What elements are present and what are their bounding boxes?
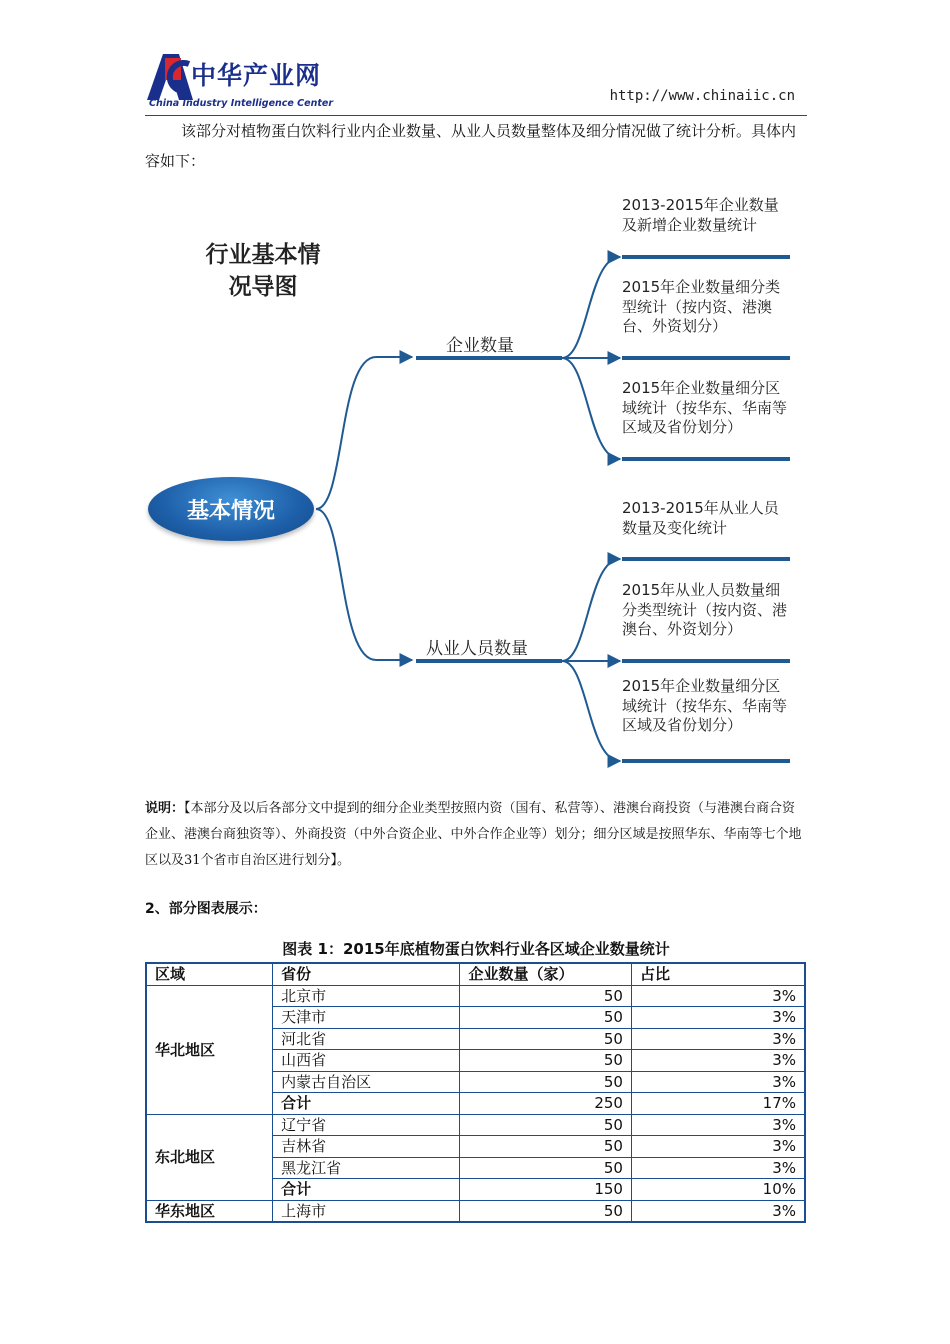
header-count: 企业数量（家） [460, 963, 632, 985]
branch-enterprise-count: 企业数量 [446, 336, 514, 356]
connector-leaf-3 [562, 358, 620, 459]
connector-root-employees [316, 509, 412, 660]
explanatory-note [145, 796, 807, 874]
table-row [146, 1114, 805, 1136]
region-cell: 华东地区 [146, 1200, 273, 1222]
logo[interactable] [145, 46, 335, 112]
province-cell: 天津市 [273, 1007, 460, 1029]
count-cell: 50 [460, 1071, 632, 1093]
region-enterprise-table [145, 962, 806, 1223]
section-heading: 2、部分图表展示： [145, 901, 267, 917]
table-header-row [146, 963, 805, 985]
count-cell: 50 [460, 1136, 632, 1158]
count-cell: 50 [460, 985, 632, 1007]
connector-leaf-4 [562, 559, 620, 661]
intro-paragraph [145, 116, 807, 176]
province-cell: 黑龙江省 [273, 1157, 460, 1179]
connector-leaf-1 [562, 257, 620, 358]
subtotal-label: 合计 [273, 1179, 460, 1201]
table-caption: 图表 1：2015年底植物蛋白饮料行业各区域企业数量统计 [282, 940, 670, 958]
count-cell: 50 [460, 1050, 632, 1072]
page-header [145, 46, 807, 116]
logo-subtitle: China Industry Intelligence Center [149, 98, 334, 109]
note-label: 说明： [145, 801, 185, 816]
leaf-enterprise-2: 2015年企业数量细分类型统计（按内资、港澳台、外资划分） [622, 278, 781, 335]
connector-root-enterprise [316, 357, 412, 509]
table-row [146, 1200, 805, 1222]
leaf-enterprise-1: 2013-2015年企业数量及新增企业数量统计 [622, 196, 779, 234]
branch-employee-count: 从业人员数量 [426, 639, 528, 659]
count-cell: 50 [460, 1007, 632, 1029]
province-cell: 山西省 [273, 1050, 460, 1072]
count-cell: 50 [460, 1200, 632, 1222]
subtotal-count: 150 [460, 1179, 632, 1201]
leaf-employees-1: 2013-2015年从业人员数量及变化统计 [622, 499, 779, 537]
share-cell: 3% [631, 1200, 805, 1222]
subtotal-label: 合计 [273, 1093, 460, 1115]
share-cell: 3% [631, 1028, 805, 1050]
leaf-enterprise-3: 2015年企业数量细分区域统计（按华东、华南等区域及省份划分） [622, 379, 788, 436]
table-row [146, 985, 805, 1007]
mind-map-root-node: 基本情况 [148, 477, 314, 541]
province-cell: 上海市 [273, 1200, 460, 1222]
province-cell: 河北省 [273, 1028, 460, 1050]
mind-map-title: 行业基本情 况导图 [205, 242, 321, 300]
count-cell: 50 [460, 1157, 632, 1179]
mind-map [140, 185, 810, 775]
share-cell: 3% [631, 1050, 805, 1072]
share-cell: 3% [631, 1007, 805, 1029]
intro-text: 该部分对植物蛋白饮料行业内企业数量、从业人员数量整体及细分情况做了统计分析。具体内容如下： [145, 122, 797, 170]
subtotal-count: 250 [460, 1093, 632, 1115]
note-text: 【本部分及以后各部分文中提到的细分企业类型按照内资（国有、私营等）、港澳台商投资（与港澳台商合资企业、港澳台商独资等）、外商投资（中外合资企业、中外合作企业等）划分；细分区域是按照华东、华南等七个地区以及31个省市自治区进行划分】。 [145, 801, 802, 868]
connector-leaf-6 [562, 661, 620, 761]
share-cell: 3% [631, 1071, 805, 1093]
leaf-employees-3: 2015年企业数量细分区域统计（按华东、华南等区域及省份划分） [622, 677, 788, 734]
header-province: 省份 [273, 963, 460, 985]
province-cell: 北京市 [273, 985, 460, 1007]
leaf-employees-2: 2015年从业人员数量细分类型统计（按内资、港澳台、外资划分） [622, 581, 788, 638]
share-cell: 3% [631, 1114, 805, 1136]
site-url[interactable]: http://www.chinaiic.cn [609, 88, 795, 104]
logo-icon [145, 50, 197, 102]
subtotal-share: 10% [631, 1179, 805, 1201]
province-cell: 吉林省 [273, 1136, 460, 1158]
share-cell: 3% [631, 1157, 805, 1179]
province-cell: 内蒙古自治区 [273, 1071, 460, 1093]
province-cell: 辽宁省 [273, 1114, 460, 1136]
header-share: 占比 [631, 963, 805, 985]
region-cell: 华北地区 [146, 985, 273, 1114]
header-region: 区域 [146, 963, 273, 985]
count-cell: 50 [460, 1028, 632, 1050]
count-cell: 50 [460, 1114, 632, 1136]
region-cell: 东北地区 [146, 1114, 273, 1200]
share-cell: 3% [631, 1136, 805, 1158]
subtotal-share: 17% [631, 1093, 805, 1115]
share-cell: 3% [631, 985, 805, 1007]
logo-text: 中华产业网 [191, 61, 322, 90]
